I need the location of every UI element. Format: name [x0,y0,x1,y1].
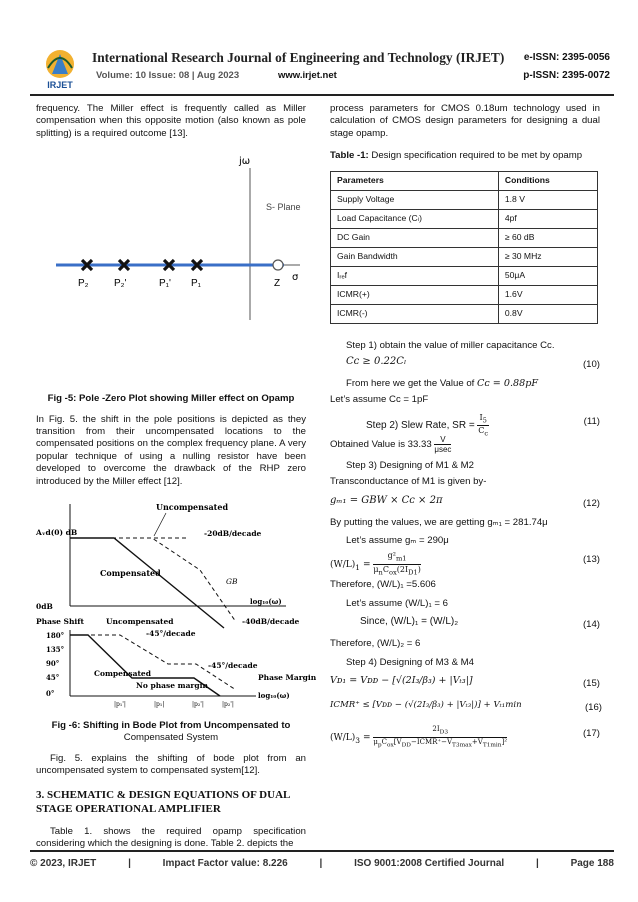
svg-text:IRJET: IRJET [47,80,73,90]
equation-15: Vᴅ₁ = Vᴅᴅ − [√(2I₃/β₃) + |Vₜ₃|] (15) [330,675,600,690]
svg-text:Uncompensated: Uncompensated [156,502,229,513]
svg-text:135°: 135° [46,645,65,655]
pole-zero-plot [56,150,306,330]
step4: Step 4) Designing of M3 & M4 [346,656,474,668]
irjet-logo [38,46,82,90]
label-p1: P₁ [191,278,202,290]
table-title: Table -1: Design specification required to be met by opamp [330,150,583,162]
obtained-value: Obtained Value is 33.33 $\frac{V}{\mu\sec}$ [330,434,452,454]
table-row: ICMR(+) 1.6V [331,285,598,304]
table-header-row [331,171,598,190]
svg-text:45°: 45° [46,673,60,683]
equation-13: $(W/L)_1$ = $\frac{g^2_{m1}}{\mu_nC_{ox}(2I_{D1})}$ (13) [330,551,600,577]
table-header: Conditions [498,171,597,190]
svg-text:0dB: 0dB [36,602,53,612]
svg-text:|p₂'|: |p₂'| [222,701,234,709]
page-header [28,46,610,91]
footer-rule [30,850,614,852]
page-number: Page 188 [570,858,614,869]
equation-17: $(W/L)_3$ = $\frac{2I_{D3}}{\mu_pC_{ox}[V_{DD}-ICMR^+-V_{T3max}+V_{T1min}]^2}$ (17) [330,725,600,749]
therefore-1: Therefore, (W/L)₁ =5.606 [330,579,436,591]
label-z: Z [274,278,281,290]
svg-text:log₁₀(ω): log₁₀(ω) [250,597,282,607]
left-intro: frequency. The Miller effect is frequently called as Miller compensation when this opposite motion (also known as pole splitting) is a required outcome [13]. [36,103,306,139]
table-row: Load Capacitance (Cₗ) 4pf [331,209,598,228]
header-rule [30,94,614,96]
journal-website[interactable]: www.irjet.net [278,70,337,81]
svg-text:Compensated: Compensated [94,669,151,679]
svg-text:|p₂'|: |p₂'| [192,701,204,709]
svg-text:-45°/decade: -45°/decade [208,661,258,671]
zero-marker [273,260,283,270]
volume-info: Volume: 10 Issue: 08 | Aug 2023 [96,70,240,81]
table-row: Supply Voltage 1.8 V [331,190,598,209]
svg-text:|p₁'|: |p₁'| [114,701,126,709]
e-issn: e-ISSN: 2395-0056 [523,52,610,63]
figure-5 [56,150,306,330]
svg-text:0°: 0° [46,689,55,699]
assume-wl: Let’s assume (W/L)₁ = 6 [346,597,448,609]
svg-text:|p₁|: |p₁| [154,701,165,709]
table-row: Iᵣₑf 50μA [331,266,598,285]
axis-sigma: σ [292,272,299,284]
table-header: Parameters [331,171,499,190]
equation-16: ICMR⁺ ≤ [Vᴅᴅ − (√(2I₃/β₃) + |Vₜ₃|)] + Vₜ₁min (16) [330,700,602,714]
svg-text:180°: 180° [46,631,65,641]
section-heading: 3. SCHEMATIC & DESIGN EQUATIONS OF DUAL STAGE OPERATIONAL AMPLIFIER [36,788,290,815]
step3: Step 3) Designing of M1 & M2 [346,459,474,471]
label-p2-prime: P₂' [114,278,127,290]
svg-text:-45°/decade: -45°/decade [146,629,196,639]
svg-text:Uncompensated: Uncompensated [106,617,174,627]
svg-text:90°: 90° [46,659,60,669]
table-row: ICMR(-) 0.8V [331,304,598,323]
figure-6 [36,498,317,709]
p-issn: p-ISSN: 2395-0072 [523,70,610,81]
svg-text:Compensated: Compensated [100,568,161,579]
equation-10: Cᴄ ≥ 0.22Cₗ (10) [346,356,600,371]
therefore-2: Therefore, (W/L)₂ = 6 [330,638,421,650]
left-column [36,103,317,861]
left-para2: In Fig. 5. the shift in the pole positions is depicted as they transition from their uncompensated locations to the compensated positions on the complex frequency plane. A very popular technique of using a nulling resistor have been developed to overcome the drawback of the RHP zero introduced by the Miller effect [12]. [36,413,306,487]
equation-12: gₘ₁ = GBW × Cᴄ × 2π (12) [330,494,600,509]
axis-jw: jω [239,156,251,168]
svg-text:-20dB/decade: -20dB/decade [204,529,262,539]
left-para4: Table 1. shows the required opamp specification considering which the designing is done. Table 2. depicts the [36,825,306,850]
table-row: DC Gain ≥ 60 dB [331,228,598,247]
assume-gm: Let’s assume gₘ = 290μ [346,535,449,547]
transconductance: Transconductance of M1 is given by- [330,476,487,488]
svg-text:GB: GB [226,577,238,587]
left-para3: Fig. 5. explains the shifting of bode plot from an uncompensated system to compensated system[12]. [36,752,306,777]
copyright: © 2023, IRJET [30,858,97,869]
svg-text:Aᵥd(0) dB: Aᵥd(0) dB [36,528,78,538]
fig6-caption-2: Compensated System [123,732,219,744]
svg-text:log₁₀(ω): log₁₀(ω) [258,691,290,701]
right-intro: process parameters for CMOS 0.18um technology used in calculation of CMOS design parameters for designing a dual stage opamp. [330,103,600,139]
fig6-caption: Fig -6: Shifting in Bode Plot from Uncompensated to [51,720,291,732]
putting-values: By putting the values, we are getting gₘ₁ = 281.74μ [330,516,548,528]
iso-cert: ISO 9001:2008 Certified Journal [354,858,505,869]
equation-14: Since, (W/L)₁ = (W/L)₂ (14) [360,616,600,631]
label-p1-prime: P₁' [159,278,171,290]
table-row: Gain Bandwidth ≥ 30 MHz [331,247,598,266]
svg-text:-40dB/decade: -40dB/decade [242,617,300,627]
equation-11: Step 2) Slew Rate, SR = $\frac{I_5}{C_c}$ (11) [366,412,600,439]
fig5-caption: Fig -5: Pole -Zero Plot showing Miller effect on Opamp [47,393,295,405]
s-plane-label: S- Plane [266,202,301,213]
impact-factor: Impact Factor value: 8.226 [162,858,288,869]
journal-title: International Research Journal of Engineering and Technology (IRJET) [92,50,505,65]
right-column [330,103,600,749]
step1: Step 1) obtain the value of miller capacitance Cᴄ. [346,339,555,351]
svg-text:Phase Margin: Phase Margin [258,673,317,683]
page-footer: © 2023, IRJET | Impact Factor value: 8.226 | ISO 9001:2008 Certified Journal | Page 188 [30,858,614,869]
svg-text:Phase Shift: Phase Shift [36,617,84,627]
assume-cc: Let’s assume Cᴄ = 1pF [330,394,429,406]
svg-text:No phase margin: No phase margin [136,681,208,691]
label-p2: P₂ [78,278,89,290]
from-here: From here we get the Value of Cᴄ = 0.88pF [346,378,539,390]
spec-table [330,171,598,324]
bode-plot [36,498,317,709]
